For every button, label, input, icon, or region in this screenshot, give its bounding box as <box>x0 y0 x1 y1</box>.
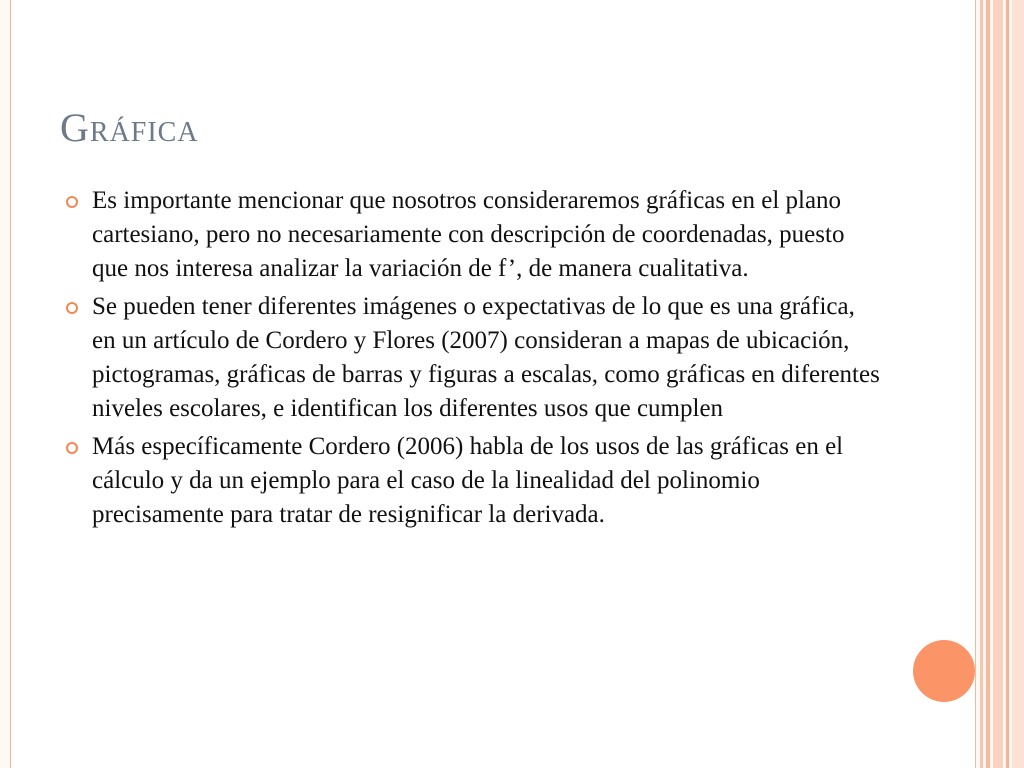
bullet-text: Más específicamente Cordero (2006) habla de los usos de las gráficas en el cálculo y da un ejemplo para el caso de la linealidad del polinomio precisamente para tratar de resignificar la derivada. <box>92 433 844 528</box>
decorative-stripe <box>1012 0 1024 768</box>
ring-bullet-icon <box>66 196 78 208</box>
decorative-stripe <box>993 0 1003 768</box>
decorative-stripe <box>980 0 983 768</box>
bullet-item <box>64 290 884 426</box>
bullet-text: Es importante mencionar que nosotros consideraremos gráficas en el plano cartesiano, pero no necesariamente con descripción de coordenadas, puesto que nos interesa analizar la variación de f’, de manera cualitativa. <box>92 187 845 282</box>
bullet-item <box>64 184 884 286</box>
ring-bullet-icon <box>66 442 78 454</box>
bullet-list <box>64 184 884 536</box>
bullet-item <box>64 430 884 532</box>
slide-title: Gráfica <box>60 105 199 150</box>
bullet-text: Se pueden tener diferentes imágenes o expectativas de lo que es una gráfica, en un artículo de Cordero y Flores (2007) consideran a mapas de ubicación, pictogramas, gráficas de barras y figuras a escalas, como gráficas en diferentes niveles escolares, e identifican los diferentes usos que cumplen <box>92 293 880 422</box>
decorative-stripe <box>1006 0 1009 768</box>
decorative-stripe <box>986 0 990 768</box>
ring-bullet-icon <box>66 302 78 314</box>
orange-circle-icon <box>913 640 975 702</box>
